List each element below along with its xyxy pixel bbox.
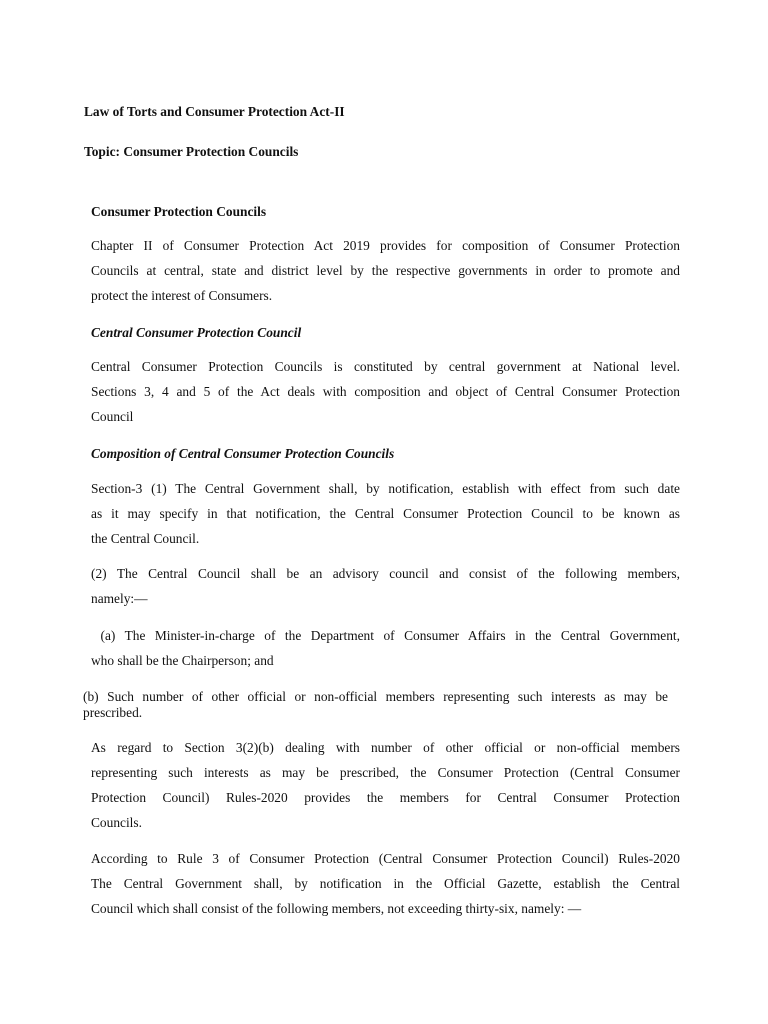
document-topic: Topic: Consumer Protection Councils bbox=[84, 144, 299, 159]
section3-line: the Central Council. bbox=[91, 531, 200, 546]
rule3-line: According to Rule 3 of Consumer Protection (Central Consumer Protection Council) Rules-2020 bbox=[91, 851, 680, 866]
intro-line: Chapter II of Consumer Protection Act 2019 provides for composition of Consumer Protection bbox=[91, 238, 680, 253]
central-line: Central Consumer Protection Councils is constituted by central government at National level. bbox=[91, 359, 680, 374]
section3-2-line: (2) The Central Council shall be an advisory council and consist of the following members, bbox=[91, 566, 680, 581]
clause-a-paragraph bbox=[91, 623, 680, 673]
central-line: Council bbox=[91, 409, 134, 424]
rule3-line: The Central Government shall, by notification in the Official Gazette, establish the Central bbox=[91, 876, 680, 891]
rule3-line: Council which shall consist of the following members, not exceeding thirty-six, namely: — bbox=[91, 901, 582, 916]
intro-line: protect the interest of Consumers. bbox=[91, 288, 273, 303]
document-title: Law of Torts and Consumer Protection Act-II bbox=[84, 104, 345, 119]
clause-b-paragraph bbox=[83, 689, 668, 721]
section3-2-line: namely:— bbox=[91, 591, 148, 606]
central-council-heading: Central Consumer Protection Council bbox=[91, 325, 302, 340]
central-line: Sections 3, 4 and 5 of the Act deals with composition and object of Central Consumer Protection bbox=[91, 384, 680, 399]
section3-paragraph bbox=[91, 476, 680, 551]
rules-paragraph bbox=[91, 735, 680, 835]
rules-line: representing such interests as may be prescribed, the Consumer Protection (Central Consumer bbox=[91, 765, 680, 780]
section3-2-paragraph bbox=[91, 561, 680, 611]
section-heading: Consumer Protection Councils bbox=[91, 204, 267, 219]
central-council-paragraph bbox=[91, 354, 680, 429]
section3-line: Section-3 (1) The Central Government shall, by notification, establish with effect from such date bbox=[91, 481, 680, 496]
intro-line: Councils at central, state and district level by the respective governments in order to promote and bbox=[91, 263, 680, 278]
rule3-paragraph bbox=[91, 846, 680, 921]
intro-paragraph bbox=[91, 233, 680, 308]
clause-b-line: (b) Such number of other official or non-official members representing such interests as may be bbox=[83, 689, 668, 704]
section3-line: as it may specify in that notification, the Central Consumer Protection Council to be known as bbox=[91, 506, 680, 521]
clause-a-line: who shall be the Chairperson; and bbox=[91, 653, 274, 668]
composition-heading: Composition of Central Consumer Protection Councils bbox=[91, 446, 395, 461]
rules-line: As regard to Section 3(2)(b) dealing with number of other official or non-official members bbox=[91, 740, 680, 755]
rules-line: Protection Council) Rules-2020 provides the members for Central Consumer Protection bbox=[91, 790, 680, 805]
clause-b-line: prescribed. bbox=[83, 705, 143, 720]
clause-a-line: (a) The Minister-in-charge of the Department of Consumer Affairs in the Central Government, bbox=[91, 628, 680, 643]
rules-line: Councils. bbox=[91, 815, 142, 830]
